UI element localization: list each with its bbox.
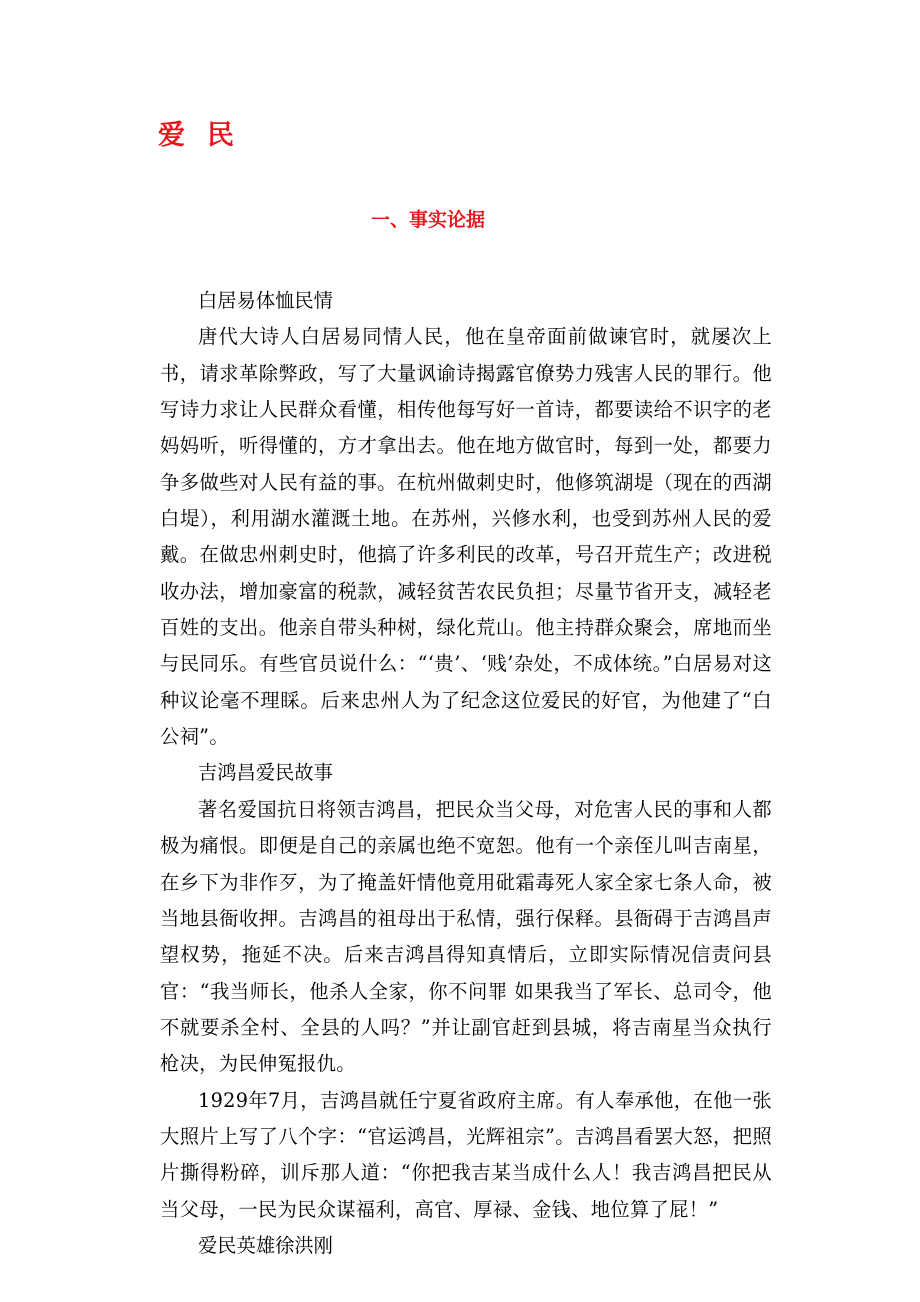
document-title: 爱民: [158, 120, 256, 151]
story-title-xu-honggang: 爱民英雄徐洪刚: [198, 1233, 333, 1257]
story-title-bai-juyi: 白居易体恤民情: [198, 289, 333, 312]
document-body: [160, 283, 772, 1264]
story-body-bai-juyi: 唐代大诗人白居易同情人民，他在皇帝面前做谏官时，就屡次上书，请求革除弊政，写了大量讽谕诗揭露官僚势力残害人民的罪行。他写诗力求让人民群众看懂，相传他每写好一首诗，都要读给不识字的老妈妈听，听得懂的，方才拿出去。他在地方做官时，每到一处，都要力争多做些对人民有益的事。在杭州做刺史时，他修筑湖堤（现在的西湖白堤），利用湖水灌溉土地。在苏州，兴修水利，也受到苏州人民的爱戴。在做忠州刺史时，他搞了许多利民的改革，号召开荒生产；改进税收办法，增加豪富的税款，减轻贫苦农民负担；尽量节省开支，减轻老百姓的支出。他亲自带头种树，绿化荒山。他主持群众聚会，席地而坐与民同乐。有些官员说什么：“‘贵’、‘贱’杂处，不成体统。”白居易对这种议论毫不理睬。后来忠州人为了纪念这位爱民的好官，为他建了“白公祠”。: [160, 325, 772, 749]
story-body-ji-hongchang-2: 1929年7月，吉鸿昌就任宁夏省政府主席。有人奉承他，在他一张大照片上写了八个字：“官运鸿昌，光辉祖宗”。吉鸿昌看罢大怒，把照片撕得粉碎，训斥那人道：“你把我吉某当成什么人！我吉鸿昌把民从当父母，一民为民众谋福利，高官、厚禄、金钱、地位算了屁！”: [160, 1088, 772, 1221]
story-title-ji-hongchang: 吉鸿昌爱民故事: [198, 761, 333, 785]
section-heading: 一、事实论据: [370, 209, 485, 231]
story-body-ji-hongchang: 著名爱国抗日将领吉鸿昌，把民众当父母，对危害人民的事和人都极为痛恨。即便是自己的亲属也绝不宽恕。他有一个亲侄儿叫吉南星，在乡下为非作歹，为了掩盖奸情他竟用砒霜毒死人家全家七条人命，被当地县衙收押。吉鸿昌的祖母出于私情，强行保释。县衙碍于吉鸿昌声望权势，拖延不决。后来吉鸿昌得知真情后，立即实际情况信责问县官：“我当师长，他杀人全家，你不问罪 如果我当了军长、总司令，他不就要杀全村、全县的人吗？”并让副官赶到县城，将吉南星当众执行枪决，为民伸冤报仇。: [160, 797, 772, 1076]
